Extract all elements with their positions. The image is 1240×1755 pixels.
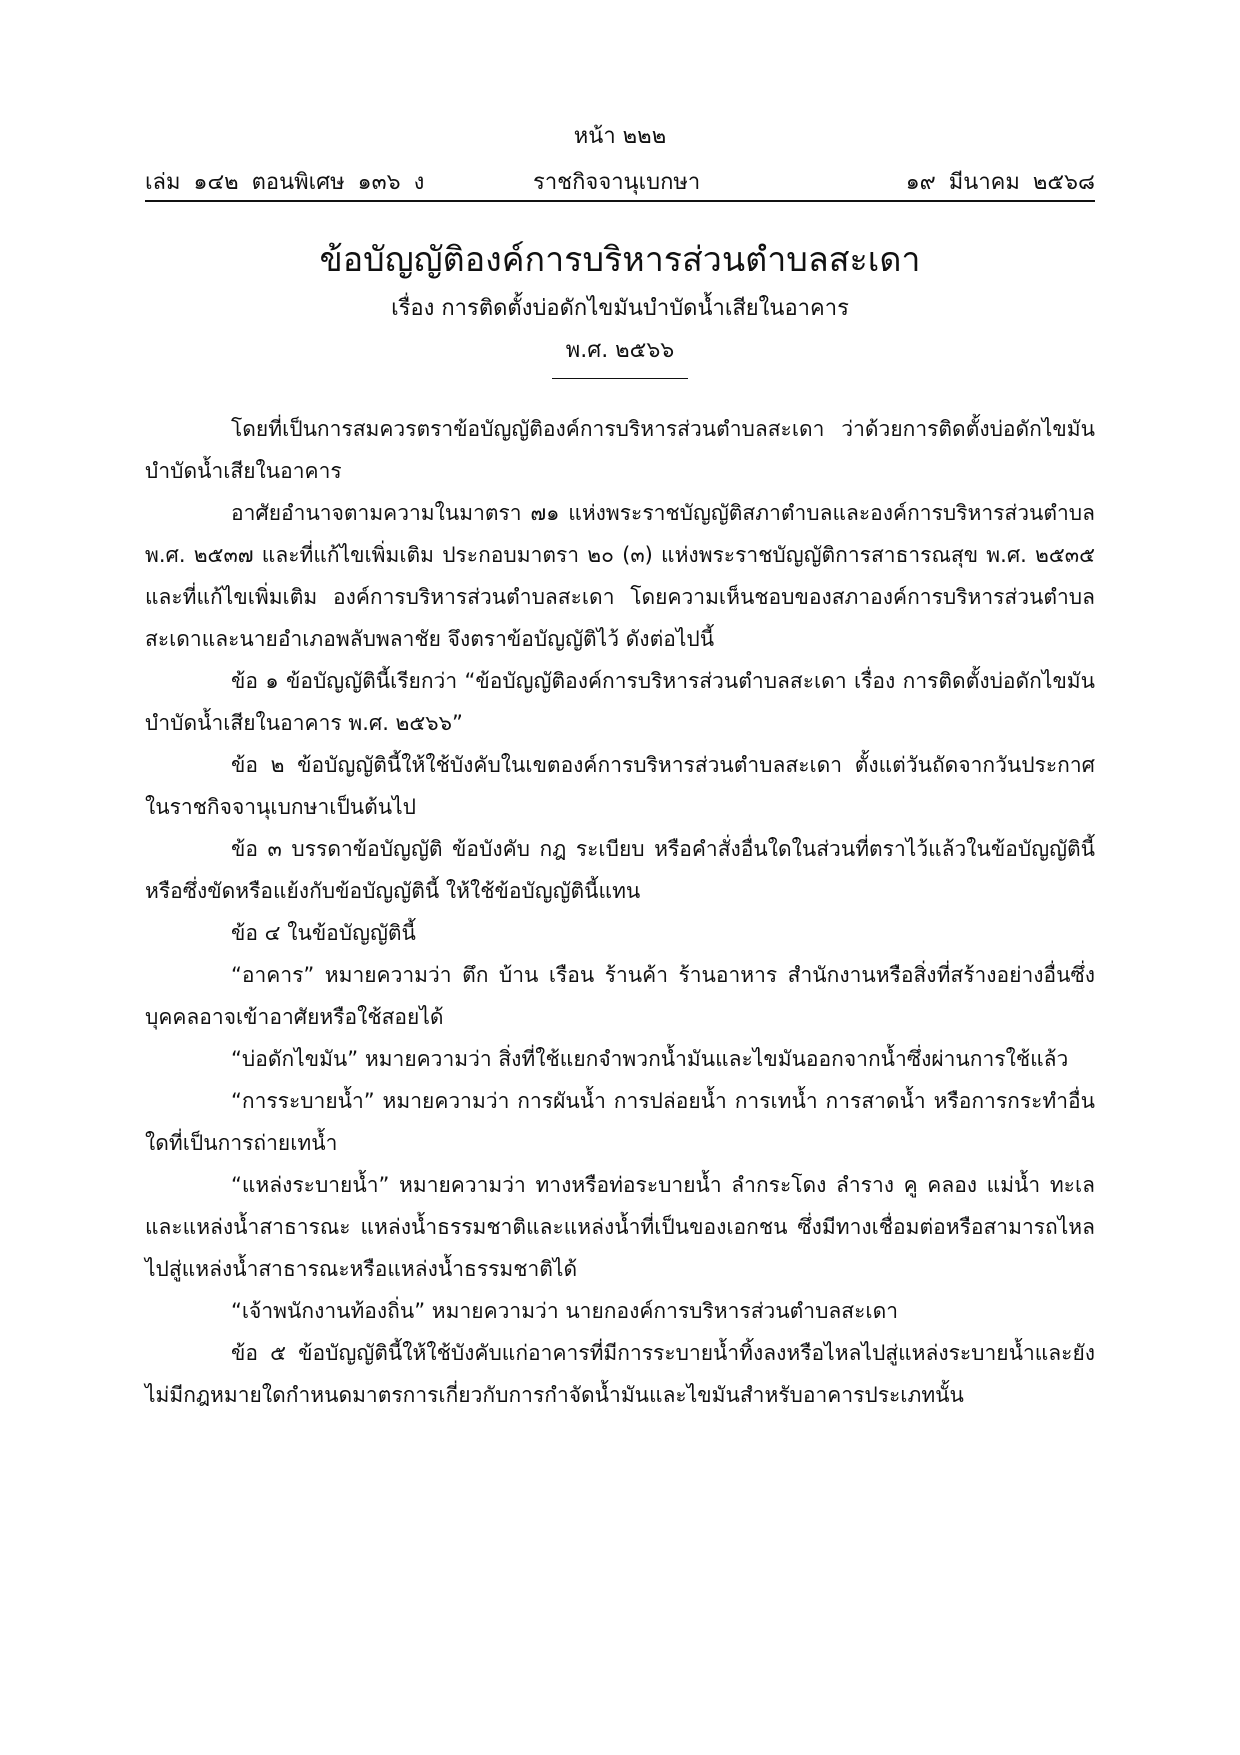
- definition-drainage: “การระบายน้ำ” หมายความว่า การผันน้ำ การปล่อยน้ำ การเทน้ำ การสาดน้ำ หรือการกระทำอื่นใดที่เป็นการถ่ายเทน้ำ: [145, 1089, 1095, 1155]
- clause-1: ข้อ ๑ ข้อบัญญัตินี้เรียกว่า “ข้อบัญญัติองค์การบริหารส่วนตำบลสะเดา เรื่อง การติดตั้งบ่อดักไขมันบำบัดน้ำเสียในอาคาร พ.ศ. ๒๕๖๖”: [145, 669, 1095, 735]
- preamble-paragraph: โดยที่เป็นการสมควรตราข้อบัญญัติองค์การบริหารส่วนตำบลสะเดา ว่าด้วยการติดตั้งบ่อดักไขมันบำบัดน้ำเสียในอาคาร: [145, 417, 1095, 483]
- document-title: ข้อบัญญัติองค์การบริหารส่วนตำบลสะเดา: [319, 240, 921, 280]
- document-subject: เรื่อง การติดตั้งบ่อดักไขมันบำบัดน้ำเสียในอาคาร: [391, 296, 849, 321]
- publication-name: ราชกิจจานุเบกษา: [533, 170, 701, 195]
- publication-date: ๑๙ มีนาคม ๒๕๖๘: [905, 170, 1095, 195]
- definition-drainage-source: “แหล่งระบายน้ำ” หมายความว่า ทางหรือท่อระบายน้ำ ลำกระโดง ลำราง คู คลอง แม่น้ำ ทะเล และแหล่งน้ำสาธารณะ แหล่งน้ำธรรมชาติและแหล่งน้ำที่เป็นของเอกชน ซึ่งมีทางเชื่อมต่อหรือสามารถไหลไปสู่แหล่งน้ำสาธารณะหรือแหล่งน้ำธรรมชาติได้: [145, 1173, 1095, 1281]
- title-divider: [552, 378, 688, 379]
- page-number: หน้า ๒๒๒: [573, 124, 667, 149]
- document-year: พ.ศ. ๒๕๖๖: [565, 338, 675, 363]
- clause-3: ข้อ ๓ บรรดาข้อบัญญัติ ข้อบังคับ กฎ ระเบียบ หรือคำสั่งอื่นใดในส่วนที่ตราไว้แล้วในข้อบัญญัตินี้ หรือซึ่งขัดหรือแย้งกับข้อบัญญัตินี้ ให้ใช้ข้อบัญญัตินี้แทน: [145, 837, 1095, 903]
- definition-local-official: “เจ้าพนักงานท้องถิ่น” หมายความว่า นายกองค์การบริหารส่วนตำบลสะเดา: [231, 1299, 899, 1323]
- volume-issue: เล่ม ๑๔๒ ตอนพิเศษ ๑๓๖ ง: [145, 170, 425, 195]
- gazette-header: [145, 160, 1095, 194]
- document-body: [145, 408, 1095, 1416]
- clause-5: ข้อ ๕ ข้อบัญญัตินี้ให้ใช้บังคับแก่อาคารที่มีการระบายน้ำทิ้งลงหรือไหลไปสู่แหล่งระบายน้ำและยังไม่มีกฎหมายใดกำหนดมาตรการเกี่ยวกับการกำจัดน้ำมันและไขมันสำหรับอาคารประเภทนั้น: [145, 1341, 1095, 1407]
- definition-grease-trap: “บ่อดักไขมัน” หมายความว่า สิ่งที่ใช้แยกจำพวกน้ำมันและไขมันออกจากน้ำซึ่งผ่านการใช้แล้ว: [231, 1047, 1069, 1071]
- header-divider: [145, 200, 1095, 202]
- authority-paragraph: อาศัยอำนาจตามความในมาตรา ๗๑ แห่งพระราชบัญญัติสภาตำบลและองค์การบริหารส่วนตำบล พ.ศ. ๒๕๓๗ และที่แก้ไขเพิ่มเติม ประกอบมาตรา ๒๐ (๓) แห่งพระราชบัญญัติการสาธารณสุข พ.ศ. ๒๕๓๕ และที่แก้ไขเพิ่มเติม องค์การบริหารส่วนตำบลสะเดา โดยความเห็นชอบของสภาองค์การบริหารส่วนตำบลสะเดาและนายอำเภอพลับพลาชัย จึงตราข้อบัญญัติไว้ ดังต่อไปนี้: [145, 501, 1095, 651]
- clause-4: ข้อ ๔ ในข้อบัญญัตินี้: [231, 921, 416, 945]
- clause-2: ข้อ ๒ ข้อบัญญัตินี้ให้ใช้บังคับในเขตองค์การบริหารส่วนตำบลสะเดา ตั้งแต่วันถัดจากวันประกาศในราชกิจจานุเบกษาเป็นต้นไป: [145, 753, 1095, 819]
- definition-building: “อาคาร” หมายความว่า ตึก บ้าน เรือน ร้านค้า ร้านอาหาร สำนักงานหรือสิ่งที่สร้างอย่างอื่นซึ่งบุคคลอาจเข้าอาศัยหรือใช้สอยได้: [145, 963, 1095, 1029]
